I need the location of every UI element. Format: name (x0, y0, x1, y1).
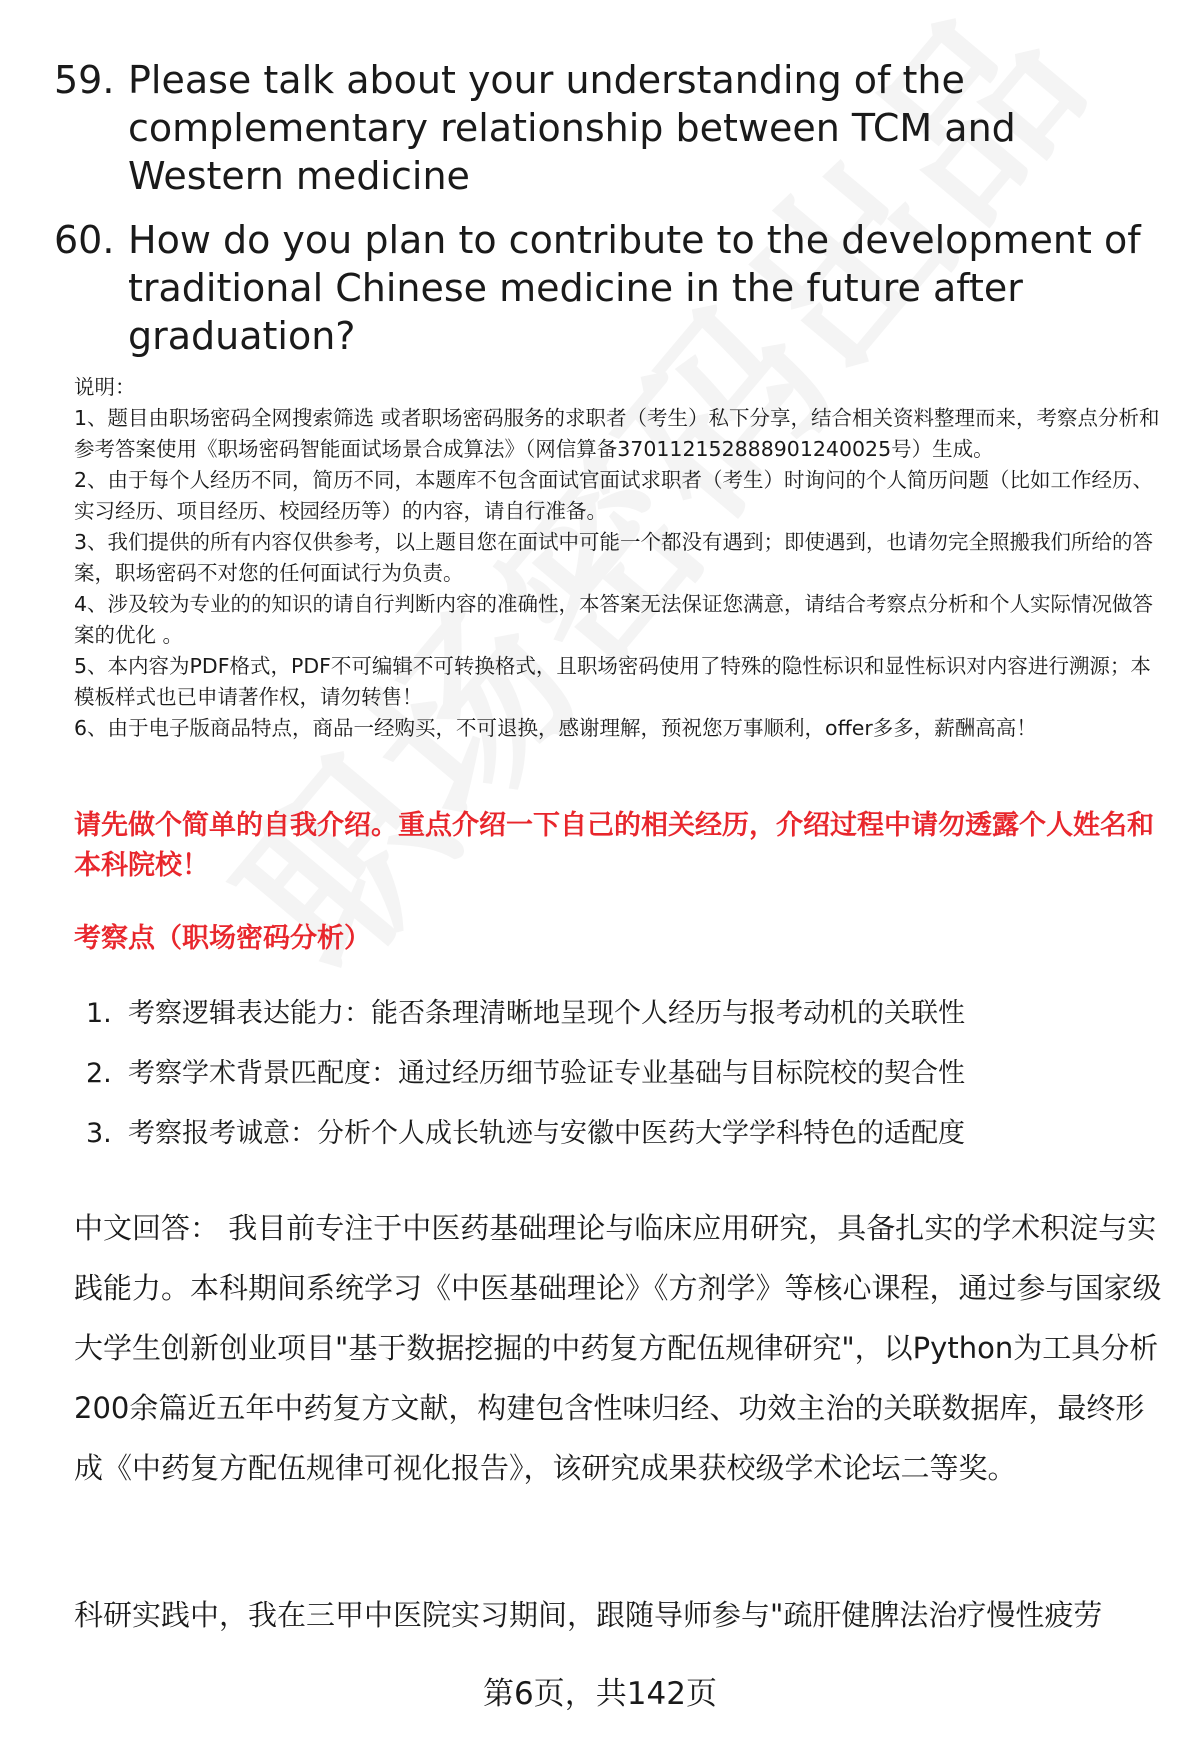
answer-paragraph-continued: 科研实践中，我在三甲中医院实习期间，跟随导师参与"疏肝健脾法治疗慢性疲劳 (74, 1598, 1103, 1632)
note-item: 2、由于每个人经历不同，简历不同，本题库不包含面试官面试求职者（考生）时询问的个人简历问题（比如工作经历、实习经历、项目经历、校园经历等）的内容，请自行准备。 (74, 468, 1154, 523)
assessment-points-list (86, 994, 1156, 1174)
question-59 (54, 56, 1164, 200)
list-item-text: 考察逻辑表达能力：能否条理清晰地呈现个人经历与报考动机的关联性 (128, 998, 965, 1029)
note-item: 1、题目由职场密码全网搜索筛选 或者职场密码服务的求职者（考生）私下分享，结合相关资料整理而来，考察点分析和参考答案使用《职场密码智能面试场景合成算法》（网信算备370112152888901240025号）生成。 (74, 406, 1160, 461)
question-text: Please talk about your understanding of the complementary relationship between TCM and Western medicine (128, 58, 1016, 198)
list-item-number: 2. (86, 1058, 112, 1089)
page-footer: 第6页，共142页 (483, 1676, 717, 1712)
answer-paragraph (74, 1198, 1164, 1498)
answer-text: 中文回答： 我目前专注于中医药基础理论与临床应用研究，具备扎实的学术积淀与实践能力。本科期间系统学习《中医基础理论》《方剂学》等核心课程，通过参与国家级大学生创新创业项目"基于数据挖掘的中药复方配伍规律研究"，以Python为工具分析200余篇近五年中药复方文献，构建包含性味归经、功效主治的关联数据库，最终形成《中药复方配伍规律可视化报告》，该研究成果获校级学术论坛二等奖。 (74, 1211, 1162, 1485)
question-number: 60. (54, 218, 115, 262)
notes-section (74, 372, 1164, 744)
list-item-number: 1. (86, 998, 112, 1029)
interview-question: 请先做个简单的自我介绍。重点介绍一下自己的相关经历，介绍过程中请勿透露个人姓名和本科院校！ (74, 810, 1154, 881)
question-number: 59. (54, 58, 115, 102)
list-item (86, 1114, 1156, 1174)
question-text: How do you plan to contribute to the development of traditional Chinese medicine in the future after graduation? (128, 218, 1141, 358)
list-item (86, 994, 1156, 1054)
note-item: 6、由于电子版商品特点，商品一经购买，不可退换，感谢理解，预祝您万事顺利，offer多多，薪酬高高！ (74, 716, 1037, 740)
note-item: 5、本内容为PDF格式，PDF不可编辑不可转换格式，且职场密码使用了特殊的隐性标识和显性标识对内容进行溯源；本模板样式也已申请著作权，请勿转售！ (74, 654, 1151, 709)
points-title: 考察点（职场密码分析） (74, 923, 371, 954)
list-item-text: 考察报考诚意：分析个人成长轨迹与安徽中医药大学学科特色的适配度 (128, 1118, 965, 1149)
note-item: 3、我们提供的所有内容仅供参考，以上题目您在面试中可能一个都没有遇到；即使遇到，也请勿完全照搬我们所给的答案，职场密码不对您的任何面试行为负责。 (74, 530, 1154, 585)
note-item: 4、涉及较为专业的的知识的请自行判断内容的准确性，本答案无法保证您满意，请结合考察点分析和个人实际情况做答案的优化 。 (74, 592, 1154, 647)
list-item-number: 3. (86, 1118, 112, 1149)
notes-heading: 说明： (74, 375, 136, 399)
question-60 (54, 216, 1164, 360)
list-item (86, 1054, 1156, 1114)
list-item-text: 考察学术背景匹配度：通过经历细节验证专业基础与目标院校的契合性 (128, 1058, 965, 1089)
